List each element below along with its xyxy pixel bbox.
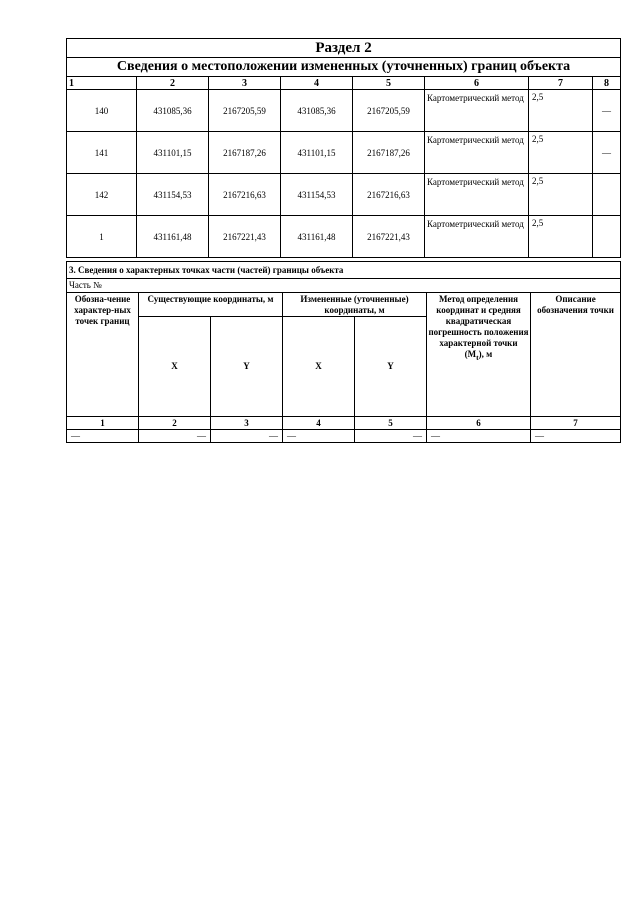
table-row [67, 132, 621, 174]
x-new: 431154,53 [281, 174, 353, 216]
dash-cell: — [531, 430, 621, 443]
dash-cell: — [211, 430, 283, 443]
dash-cell: — [283, 430, 355, 443]
column-numbers-row [67, 417, 621, 430]
x-new: 431161,48 [281, 216, 353, 258]
column-number: 2 [139, 417, 211, 430]
column-number: 7 [531, 417, 621, 430]
description [593, 174, 621, 216]
description: — [593, 132, 621, 174]
table-row [67, 174, 621, 216]
accuracy: 2,5 [529, 174, 593, 216]
column-number: 2 [137, 77, 209, 90]
col-point-designation: Обозна-чение характер-ных точек границ [67, 293, 139, 417]
y-new: 2167221,43 [353, 216, 425, 258]
y-old: 2167205,59 [209, 90, 281, 132]
column-number: 6 [427, 417, 531, 430]
method: Картометрический метод [425, 132, 529, 174]
column-number: 3 [209, 77, 281, 90]
description: — [593, 90, 621, 132]
dash-cell: — [427, 430, 531, 443]
col-method [427, 293, 531, 417]
point-id: 142 [67, 174, 137, 216]
section-subtitle: Сведения о местоположении измененных (уточненных) границ объекта [67, 58, 621, 77]
document-page [66, 38, 620, 443]
column-number: 7 [529, 77, 593, 90]
col-description: Описание обозначения точки [531, 293, 621, 417]
y-old: 2167187,26 [209, 132, 281, 174]
y-new: 2167216,63 [353, 174, 425, 216]
x-old: 431101,15 [137, 132, 209, 174]
table-row [67, 430, 621, 443]
part-number-label: Часть № [67, 279, 621, 293]
col-method-text: Метод определения координат и средняя квадратическая погрешность положения характерной точки [428, 294, 529, 348]
section2-table [66, 38, 621, 258]
table-row [67, 216, 621, 258]
col-x-existing: X [139, 317, 211, 417]
point-id: 1 [67, 216, 137, 258]
column-number: 1 [67, 417, 139, 430]
x-new: 431101,15 [281, 132, 353, 174]
col-x-changed: X [283, 317, 355, 417]
table-row [67, 90, 621, 132]
column-number: 3 [211, 417, 283, 430]
col-y-existing: Y [211, 317, 283, 417]
y-new: 2167187,26 [353, 132, 425, 174]
col-method-tail: ), м [478, 349, 493, 359]
column-number: 1 [67, 77, 137, 90]
section3-table [66, 261, 621, 443]
dash-cell: — [67, 430, 139, 443]
y-new: 2167205,59 [353, 90, 425, 132]
column-number: 6 [425, 77, 529, 90]
method: Картометрический метод [425, 90, 529, 132]
x-old: 431161,48 [137, 216, 209, 258]
point-id: 141 [67, 132, 137, 174]
accuracy: 2,5 [529, 90, 593, 132]
x-new: 431085,36 [281, 90, 353, 132]
point-id: 140 [67, 90, 137, 132]
method: Картометрический метод [425, 174, 529, 216]
column-number: 5 [355, 417, 427, 430]
accuracy: 2,5 [529, 216, 593, 258]
col-method-sub: t [476, 352, 479, 362]
col-method-unit: (M [464, 349, 477, 359]
column-number: 4 [281, 77, 353, 90]
x-old: 431085,36 [137, 90, 209, 132]
col-changed-coords: Измененные (уточненные) координаты, м [283, 293, 427, 317]
section3-title: 3. Сведения о характерных точках части (частей) границы объекта [67, 262, 621, 279]
description [593, 216, 621, 258]
method: Картометрический метод [425, 216, 529, 258]
column-number: 4 [283, 417, 355, 430]
y-old: 2167221,43 [209, 216, 281, 258]
col-existing-coords: Существующие координаты, м [139, 293, 283, 317]
section-title: Раздел 2 [67, 39, 621, 58]
column-number: 8 [593, 77, 621, 90]
dash-cell: — [139, 430, 211, 443]
column-number: 5 [353, 77, 425, 90]
col-y-changed: Y [355, 317, 427, 417]
y-old: 2167216,63 [209, 174, 281, 216]
accuracy: 2,5 [529, 132, 593, 174]
column-numbers-row [67, 77, 621, 90]
dash-cell: — [355, 430, 427, 443]
x-old: 431154,53 [137, 174, 209, 216]
